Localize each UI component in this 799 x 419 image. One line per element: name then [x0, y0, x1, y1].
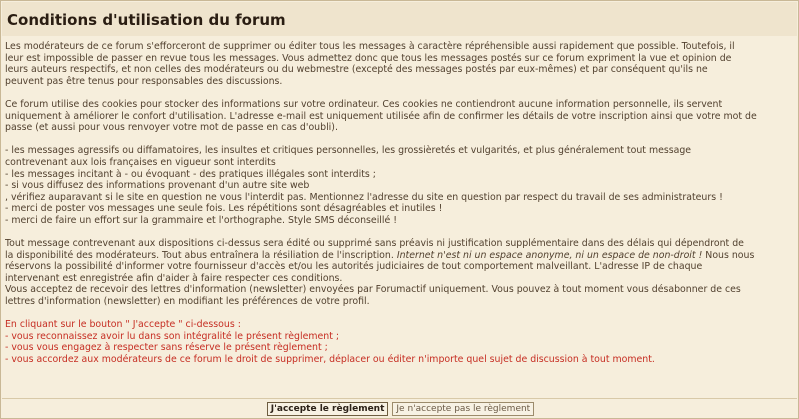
text-segment: Nous nous [702, 249, 755, 261]
text-line: réservons la possibilité d'informer votre fournisseur d'accès et/ou les autorités judiciaires de tout comportement malveillant. L'adresse IP de chaque [5, 261, 703, 273]
title-bar [2, 2, 797, 36]
text-line: leurs auteurs respectifs, et non celles des modérateurs ou du webmestre (excepté des messages postés par eux-mêmes) et par conséquent qu'ils ne [5, 64, 708, 76]
button-row [1, 402, 799, 416]
acceptance-line: En cliquant sur le bouton " J'accepte " ci-dessous : [5, 319, 241, 331]
enforcement-paragraph [5, 238, 795, 308]
rule-item: - les messages incitant à - ou évoquant - des pratiques illégales sont interdits ; [5, 168, 376, 180]
rule-item: - les messages agressifs ou diffamatoires, les insultes et critiques personnelles, les grossièretés et vulgarités, et plus généralement tout message [5, 145, 692, 157]
text-line: Vous acceptez de recevoir des lettres d'information (newsletter) envoyées par Forumactif uniquement. Vous pouvez à tout moment vous désabonner de ces [5, 284, 741, 296]
accept-button[interactable]: J'accepte le règlement [267, 402, 389, 416]
text-line [5, 250, 795, 262]
text-line: Les modérateurs de ce forum s'efforceront de supprimer ou éditer tous les messages à caractère répréhensible aussi rapidement que possible. Toutefois, il [5, 41, 735, 52]
acceptance-line: - vous reconnaissez avoir lu dans son intégralité le présent règlement ; [5, 330, 340, 342]
text-line: Ce forum utilise des cookies pour stocker des informations sur votre ordinateur. Ces cookies ne contiendront aucune information personnelle, ils servent [5, 98, 723, 110]
text-line: peuvent pas être tenus pour responsables des discussions. [5, 75, 283, 87]
text-segment: la disponibilité des modérateurs. Tout abus entraînera la résiliation de l'inscription. [5, 249, 397, 261]
rule-item: - merci de faire un effort sur la grammaire et l'orthographe. Style SMS déconseillé ! [5, 214, 398, 226]
acceptance-line: - vous accordez aux modérateurs de ce forum le droit de supprimer, déplacer ou éditer n'importe quel sujet de discussion à tout moment. [5, 354, 655, 366]
emphasis-text: Internet n'est ni un espace anonyme, ni un espace de non-droit ! [396, 249, 703, 261]
decline-button[interactable]: Je n'accepte pas le règlement [392, 402, 534, 416]
rule-item: , vérifiez auparavant si le site en question ne vous l'interdit pas. Mentionnez l'adresse du site en question par respect du travail de ses administrateurs ! [5, 191, 723, 203]
cookies-paragraph [5, 99, 795, 134]
divider [2, 398, 797, 399]
text-line: passe (et aussi pour vous renvoyer votre mot de passe en cas d'oubli). [5, 122, 338, 134]
rule-item: - merci de poster vos messages une seule fois. Les répétitions sont désagréables et inutiles ! [5, 203, 443, 215]
page-title: Conditions d'utilisation du forum [7, 11, 286, 29]
text-line: uniquement à améliorer le confort d'utilisation. L'adresse e-mail est uniquement utilisée afin de confirmer les détails de votre inscription ainsi que votre mot de [5, 110, 757, 122]
text-line: Tout message contrevenant aux dispositions ci-dessus sera édité ou supprimé sans préavis ni justification supplémentaire dans des délais qui dépendront de [5, 238, 744, 250]
text-line: lettres d'information (newsletter) en modifiant les préférences de votre profil. [5, 296, 370, 308]
acceptance-line: - vous vous engagez à respecter sans réserve le présent règlement ; [5, 342, 328, 354]
text-line: leur est impossible de passer en revue tous les messages. Vous admettez donc que tous les messages postés sur ce forum expriment la vue et opinion de [5, 52, 732, 64]
rules-list [5, 145, 795, 226]
rule-item: contrevenant aux lois françaises en vigueur sont interdits [5, 156, 276, 168]
text-line: intervenant est enregistrée afin d'aider à faire respecter ces conditions. [5, 272, 343, 284]
rule-item: - si vous diffusez des informations provenant d'un autre site web [5, 180, 310, 192]
acceptance-notice [5, 319, 795, 365]
terms-content [5, 41, 795, 377]
moderation-paragraph [5, 41, 795, 87]
